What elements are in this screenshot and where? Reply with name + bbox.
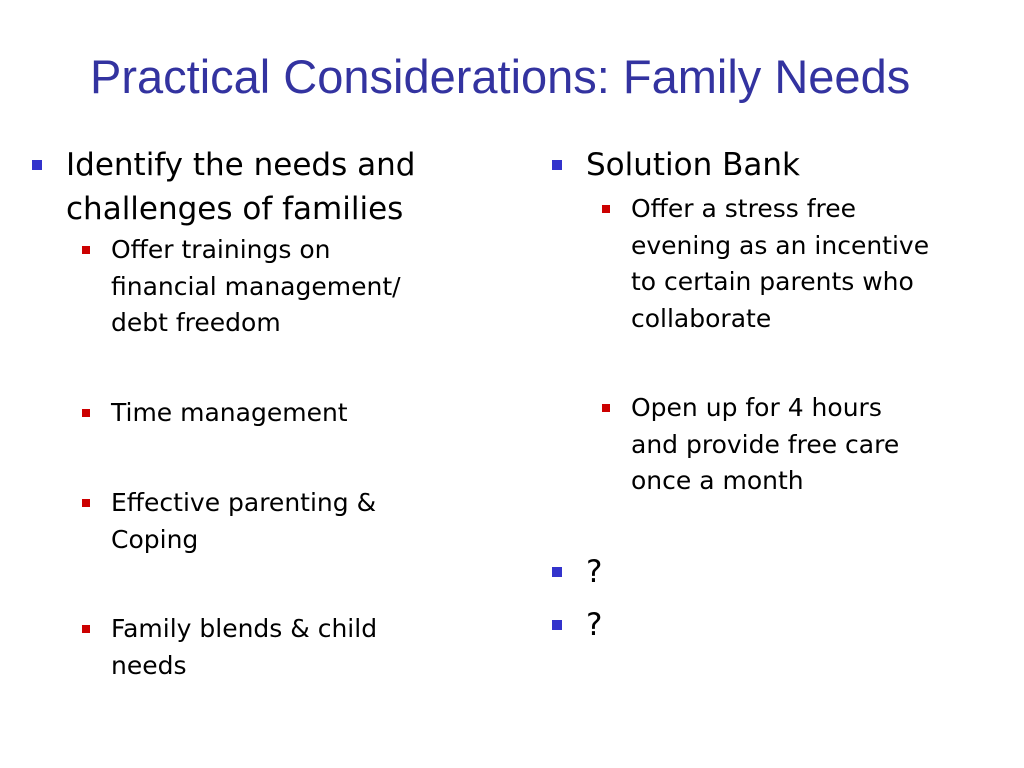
right-column [550, 143, 1000, 647]
right-subitem-stress-free [600, 191, 1000, 337]
subitem-line: Coping [111, 524, 199, 554]
subitem-line: Offer trainings on [111, 235, 331, 264]
subitem-line: Effective parenting & [111, 488, 377, 517]
square-bullet-icon [82, 409, 90, 417]
subitem-line: debt freedom [111, 308, 281, 337]
slide-title: Practical Considerations: Family Needs [90, 50, 911, 103]
square-bullet-icon [82, 246, 90, 254]
extra-item-label: ? [586, 553, 603, 590]
right-main-line-1: Solution Bank [586, 147, 801, 183]
subitem-line: financial management/ [111, 271, 401, 301]
subitem-line: to certain parents who [631, 267, 914, 296]
subitem-line: and provide free care [631, 429, 900, 459]
subitem-line: Open up for 4 hours [631, 393, 882, 422]
left-subitem-time-management [80, 395, 500, 432]
right-extra-item-1 [550, 550, 1000, 594]
square-bullet-icon [602, 404, 610, 412]
right-subitem-open-up [600, 390, 1000, 500]
square-bullet-icon [82, 499, 90, 507]
square-bullet-icon [602, 205, 610, 213]
subitem-line: evening as an incentive [631, 230, 930, 260]
square-bullet-icon [32, 160, 42, 170]
left-subitem-trainings [80, 232, 500, 342]
right-main-bullet [550, 143, 1000, 187]
square-bullet-icon [552, 567, 562, 577]
left-subitem-parenting [80, 485, 500, 558]
square-bullet-icon [552, 160, 562, 170]
left-main-bullet [30, 143, 500, 231]
left-main-line-1: Identify the needs and [66, 147, 416, 183]
subitem-line: once a month [631, 466, 804, 495]
extra-item-label: ? [586, 606, 603, 643]
square-bullet-icon [552, 620, 562, 630]
square-bullet-icon [82, 625, 90, 633]
subitem-line: Time management [111, 397, 348, 427]
left-column [30, 143, 500, 684]
subitem-line: collaborate [631, 303, 772, 333]
subitem-line: Family blends & child [111, 614, 378, 643]
left-subitem-family-blends [80, 611, 500, 684]
subitem-line: needs [111, 650, 187, 680]
left-main-line-2: challenges of families [66, 191, 404, 227]
subitem-line: Offer a stress free [631, 194, 856, 223]
right-extra-item-2 [550, 603, 1000, 647]
